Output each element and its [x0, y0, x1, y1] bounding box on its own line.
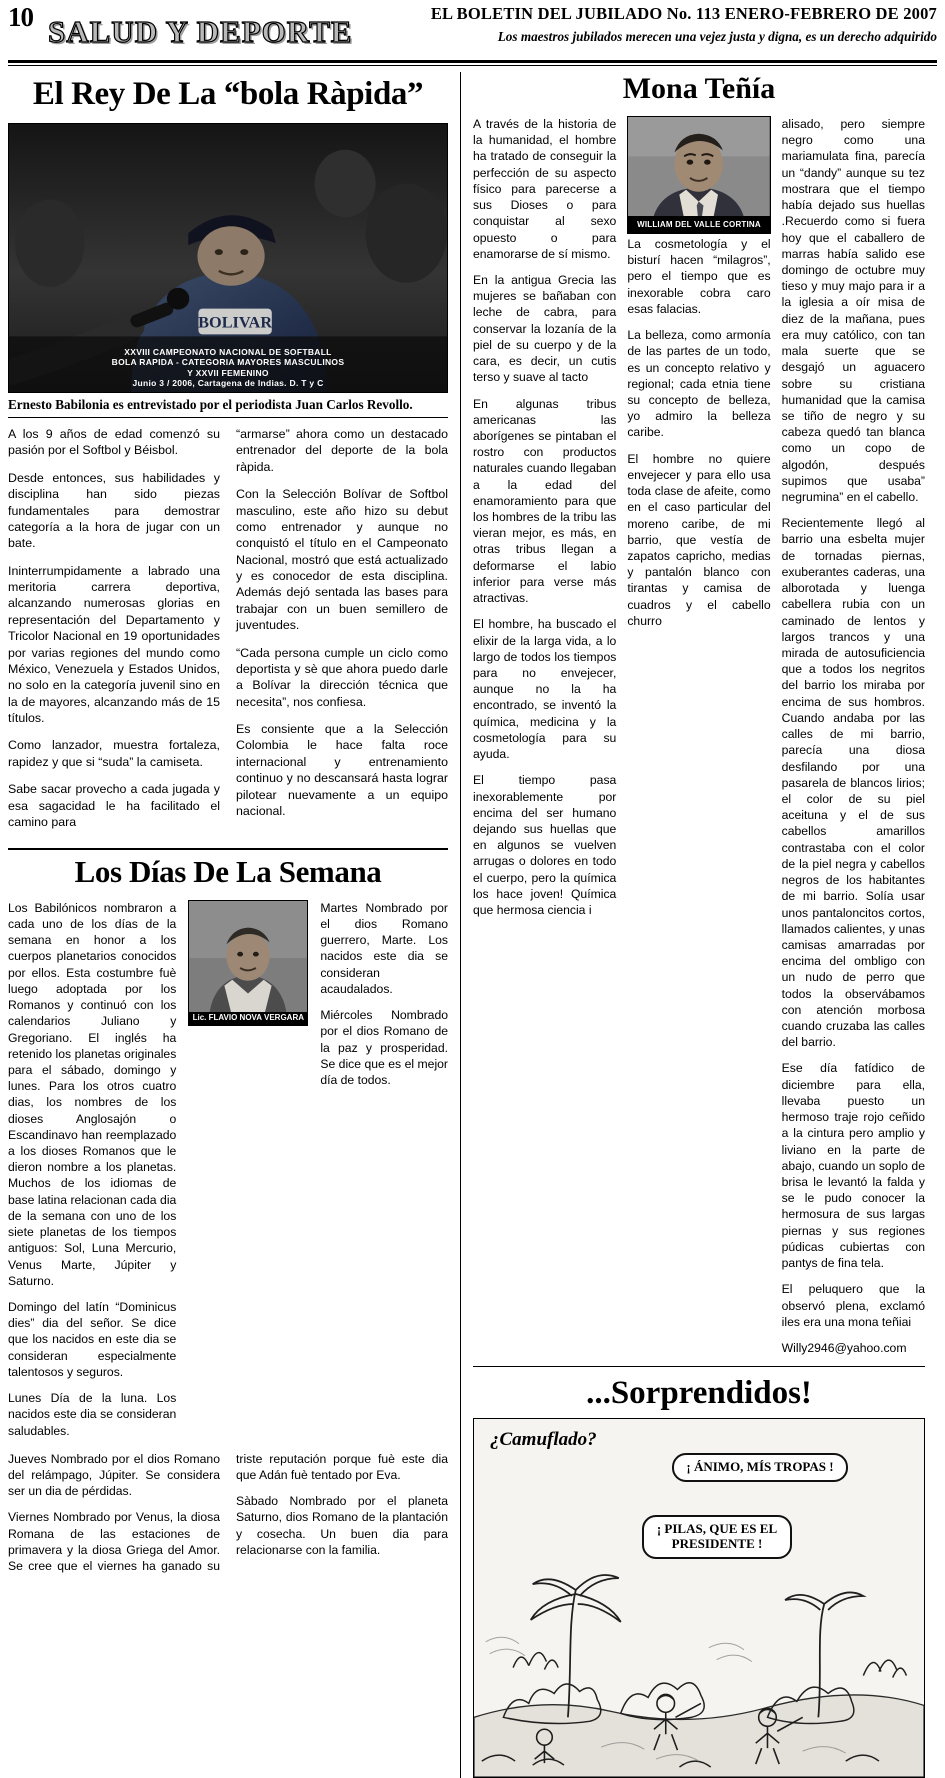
photo-name-band — [189, 1012, 307, 1025]
paragraph: En la antigua Grecia las mujeres se bañaban con leche de cabra, para conservar la lozanía de la piel de su cuerpo y de la cara, es decir, un cutis terso y suave al tacto — [473, 272, 617, 385]
article-body-dias-tail — [8, 1451, 448, 1575]
paragraph: Viernes Nombrado por Venus, la diosa Romana de las estaciones de primavera y la diosa Griega del Amor. Se cree que el viernes ha ganado su triste reputación porque fuè este dia que Adán fuè tentado por Eva. — [8, 1451, 448, 1574]
paragraph: A través de la historia de la humanidad, el hombre ha tratado de conseguir la perfección de su aspecto físico para parecerse a sus Dioses o para conquistar al sexo opuesto o para enamorarse de sí mismo. — [473, 117, 617, 261]
cartoon-title: ...Sorprendidos! — [586, 1375, 812, 1412]
paragraph: La belleza, como armonía de las partes de un todo, es un concepto relativo y regional; cada etnia tiene su concepto de belleza, yo admiro la belleza caribe. — [627, 328, 771, 440]
article-title-mona: Mona Teñía — [622, 72, 776, 105]
paragraph: Es consiente que a la Selección Colombia le hace falta roce internacional y entrenamiento continuo y no descansará hasta lograr pilotear nuevamente a un equipo nacional. — [236, 722, 448, 818]
mona-column-3 — [782, 116, 925, 1356]
paragraph: Los Babilónicos nombraron a cada uno de los días de la semana en honor a los cuerpos planetarios conocidos por ellos. Esta costumbre fuè luego adoptada por los Romanos y continuó con los calendarios Juliano y Gregoriano. El inglés ha retenido los planetas originales para el sábado, domingo y lunes. Para los otros cuatro dias, los nombres de los dioses Anglosajón o Escandinavo han reemplazado a los dioses Romanos que le dieron nombre a los planetas. Muchos de los idiomas de base latina relacionan cada dia de la semana con uno de los siete planetas de los tiempos antiguos: Sol, Luna Mercurio, Venus Marte, Júpiter y Saturno. — [8, 900, 177, 1288]
photo-william-del-valle — [627, 116, 770, 234]
paragraph: “armarse” ahora como un destacado entrenador del deporte de la bola ràpida. — [236, 427, 448, 474]
paragraph: Domingo del latín “Dominicus dies” dia del señor. Se dice que los nacidos en este dia se consideran especialmente talentosos y seguros. — [8, 1300, 177, 1379]
article-body-dias-top — [8, 900, 448, 1449]
paragraph: “Cada persona cumple un ciclo como deportista y sè que ahora puedo darle a Bolívar la dirección técnica que necesita”, nos confiesa. — [236, 645, 448, 709]
section-title: SALUD Y DEPORTE — [48, 14, 353, 49]
photo-softball-interview — [8, 123, 448, 393]
photo-name-label: Lic. FLAVIO NOVA VERGARA — [192, 1013, 305, 1023]
speech-bubble-1: ¡ ÁNIMO, MÍS TROPAS ! — [672, 1453, 848, 1482]
paragraph: Sabe sacar provecho a cada jugada y esa sagacidad le ha facilitado el camino para — [8, 782, 220, 829]
photo-overlay-line-4: Junio 3 / 2006, Cartagena de Indias. D. T y C — [132, 378, 324, 389]
photo-overlay-line-3: Y XXVII FEMENINO — [187, 367, 269, 378]
masthead — [0, 0, 945, 58]
mona-column-2 — [627, 116, 770, 1356]
bulletin-slogan: Los maestros jubilados merecen una vejez justa y digna, es un derecho adquirido — [497, 29, 937, 44]
mona-column-1 — [473, 116, 616, 1356]
paragraph: Como lanzador, muestra fortaleza, rapidez y que si “suda” la camiseta. — [8, 738, 220, 769]
right-column — [461, 72, 925, 1778]
paragraph: El peluquero que la observó plena, exclamó iles era una mona teñiai — [781, 1282, 925, 1329]
article-body-rey — [8, 426, 448, 836]
cartoon-panel — [473, 1418, 925, 1778]
article-title-dias: Los Días De La Semana — [74, 853, 382, 889]
paragraph: Recientemente llegó al barrio una esbelta mujer de tornadas piernas, exuberantes caderas, una alborotada y luenga cabellera rubia con un caminado de lentos y largos trancos y una mirada de autosuficiencia que a todos los negritos del barrio los miraba por encima de sus hombros. Cuando andaba por las calles de mi barrio, parecía una diosa desfilando por una pasarela de blancos lirios; el color de su piel aceituna y el de sus cabellos amarillos contrastaba con el color de la piel negra y cabellos negros de los habitantes de mi barrio. Solía usar unos pantaloncitos cortos, llamados calientes, y unas camisas amarradas por encima del ombligo con un nudo de perro que todos la observábamos con atención morbosa cuando cruzaba las calles del barrio. — [781, 516, 925, 1050]
paragraph: Jueves Nombrado por el dios Romano del relámpago, Júpiter. Se considera ser un dia de pérdidas. — [8, 1451, 220, 1499]
paragraph: Ininterrumpidamente a labrado una meritoria carrera deportiva, alcanzando numerosas glorias en representación del Departamento y Tricolor Nacional en 19 oportunidades por varias regiones del mundo como México, Venezuela y Estados Unidos, no solo en la categoría juvenil sino en la de mayores, alcanzando más de 15 títulos. — [8, 563, 220, 725]
photo-overlay-line-1: XXVIII CAMPEONATO NACIONAL DE SOFTBALL — [124, 346, 332, 357]
masthead-right — [377, 4, 937, 45]
left-column — [8, 72, 460, 1778]
bulletin-title: EL BOLETIN DEL JUBILADO No. 113 ENERO-FEBRERO DE 2007 — [430, 4, 937, 23]
speech-bubble-2: ¡ PILAS, QUE ES EL PRESIDENTE ! — [642, 1515, 792, 1559]
paragraph: Miércoles Nombrado por el dios Romano de la paz y prosperidad. Se dice que es el mejor día de todos. — [320, 1008, 448, 1087]
page-number: 10 — [8, 2, 33, 32]
paragraph: alisado, pero siempre negro como una mariamulata fina, parecía un “dandy” aunque su tez mostrara que el tiempo había dejado sus huellas .Recuerdo como si fuera hoy que el caballero de marras había salido ese domingo de octubre muy tieso y muy majo para ir a la iglesia a oír misa de diez de la mañana, pues era muy católico, con tan mala suerte que se desgajó un aguacero sobre su cristiana humanidad que la camisa se tiño de negro y su cabeza quedó tan blanca como un copo de algodón, después supimos que usaba” negrumina” en el cabello. — [781, 117, 925, 505]
paragraph: El hombre, ha buscado el elixir de la larga vida, a lo largo de todos los tiempos para no envejecer, aunque no la ha encontrado, se inventó la química, medicina y la cosmetología para su ayuda. — [473, 617, 617, 762]
paragraph: Ese día fatídico de diciembre para ella, llevaba puesto un hermoso traje rojo ceñido a la cintura pero amplio y liviano en la parte de abajo, cuando un soplo de brisa le levantó la falda y se le pudo conocer la hermosura de sus largas piernas y sus regiones púdicas cubiertas con pantys de fina tela. — [781, 1061, 925, 1271]
paragraph: El tiempo pasa inexorablemente por encima del ser humano dejando sus huellas que en algunos se vuelven arrugas o dolores en todo el cuerpo, pero la química los hace joven! Química que hermosa ciencia i — [473, 773, 617, 918]
photo-caption-rey: Ernesto Babilonia es entrevistado por el periodista Juan Carlos Revollo. — [8, 397, 413, 412]
dias-column-1 — [8, 900, 176, 1449]
paragraph: Con la Selección Bolívar de Softbol masculino, este año hizo su debut como entrenador y aunque no conquistó el título en el Campeonato Nacional, mostró que está actualizado y es conocedor de esta disciplina. Además dejó sentada las bases para trabajar con un buen semillero de juventudes. — [236, 487, 448, 633]
section-divider-cartoon — [473, 1366, 925, 1367]
dias-column-3 — [320, 900, 448, 1449]
article-body-mona — [473, 116, 925, 1356]
page-content — [0, 66, 945, 1778]
author-email[interactable]: Willy2946@yahoo.com — [781, 1340, 907, 1355]
portrait-name-label: WILLIAM DEL VALLE CORTINA — [637, 220, 761, 229]
cartoon-label: ¿Camuflado? — [490, 1429, 597, 1451]
paragraph: La cosmetología y el bisturí hacen “milagros”, pero el tiempo que es inexorable cobra caro esas falacias. — [627, 237, 771, 316]
paragraph: El hombre no quiere envejecer y para ello usa toda clase de afeite, como en el caso particular del moreno caribe, de mi barrio, que vestía de zapatos capricho, medias y pantalón blanco con tirantas y camisa de cuadros y el cabello churro — [627, 451, 771, 628]
portrait-name-band — [628, 216, 769, 233]
paragraph: En algunas tribus americanas las aborígenes se pintaban el rostro con productos naturales cuando llegaban a la edad del enamoramiento para que los hombres de la tribu las vieran mejor, es más, en otras tribus llegan a deformarse el labio inferior para verse más atractivas. — [473, 396, 617, 606]
section-divider-dias — [8, 848, 448, 850]
dias-photo-column — [188, 900, 308, 1449]
caption-rule — [8, 417, 448, 418]
paragraph: Sàbado Nombrado por el planeta Saturno, dios Romano de la plantación y cosecha. Un buen dia para relacionarse con la familia. — [236, 1494, 448, 1557]
article-title-rey: El Rey De La “bola Ràpida” — [32, 76, 424, 112]
paragraph: Lunes Día de la luna. Los nacidos este dia se consideran saludables. — [8, 1391, 177, 1438]
photo-overlay-line-2: BOLA RAPIDA - CATEGORIA MAYORES MASCULINOS — [111, 357, 345, 368]
svg-text:BOLIVAR: BOLIVAR — [198, 314, 273, 332]
photo-overlay-text — [9, 345, 447, 393]
paragraph: A los 9 años de edad comenzó su pasión por el Softbol y Béisbol. — [8, 427, 220, 458]
paragraph: Desde entonces, sus habilidades y disciplina han sido piezas fundamentales para demostrar categoría a la hora de jugar con un bate. — [8, 470, 220, 551]
masthead-rule-thick — [8, 60, 937, 63]
paragraph: Martes Nombrado por el dios Romano guerrero, Marte. Los nacidos este dia se consideran acaudalados. — [320, 900, 448, 996]
photo-flavio-nova — [188, 900, 308, 1026]
